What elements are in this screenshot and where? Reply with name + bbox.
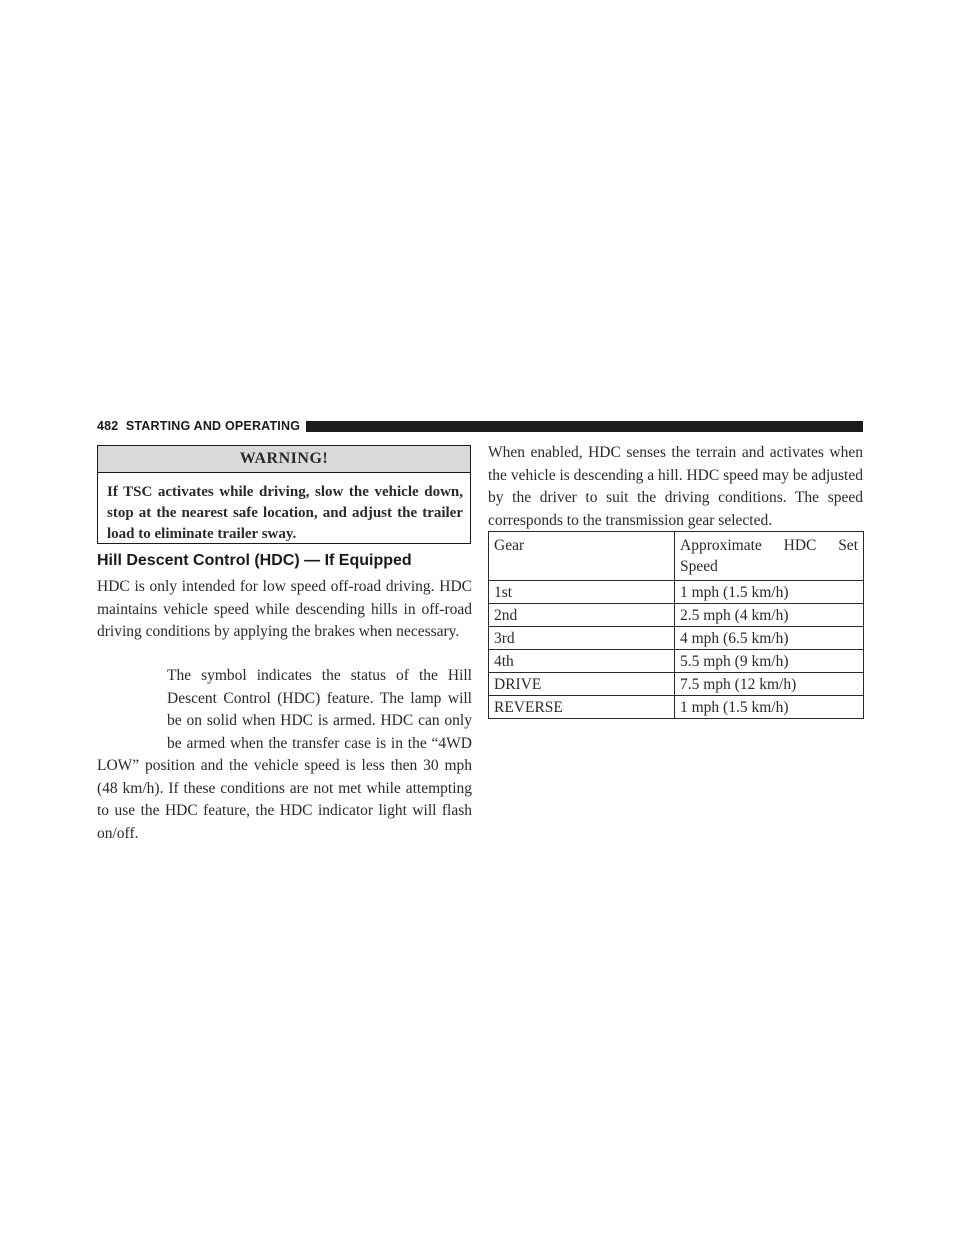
speed-cell: 5.5 mph (9 km/h)	[675, 650, 864, 673]
hdc-enabled-paragraph: When enabled, HDC senses the terrain and activates when the vehicle is descending a hill. HDC speed may be adjusted by the driver to suit the driving conditions. The speed corresponds to the transmission gear selected.	[488, 444, 863, 529]
page-number: 482	[97, 419, 119, 433]
section-title: STARTING AND OPERATING	[125, 419, 301, 433]
header-word: Speed	[680, 558, 718, 575]
speed-cell: 1 mph (1.5 km/h)	[675, 696, 864, 719]
header-rule	[306, 421, 863, 432]
table-header-row	[489, 532, 864, 581]
gear-cell: REVERSE	[489, 696, 675, 719]
section-heading: Hill Descent Control (HDC) — If Equipped	[97, 552, 412, 569]
gear-cell: 1st	[489, 581, 675, 604]
speed-cell: 4 mph (6.5 km/h)	[675, 627, 864, 650]
hdc-speed-table	[488, 531, 864, 719]
warning-box	[97, 445, 471, 544]
gear-cell: 4th	[489, 650, 675, 673]
hdc-intro-paragraph: HDC is only intended for low speed off-road driving. HDC maintains vehicle speed while descending hills in off-road driving conditions by applying the brakes when necessary.	[97, 578, 472, 640]
column-header-gear: Gear	[489, 532, 675, 581]
table-row	[489, 581, 864, 604]
speed-cell: 1 mph (1.5 km/h)	[675, 581, 864, 604]
table-row	[489, 650, 864, 673]
table-row	[489, 604, 864, 627]
header-label	[97, 419, 306, 433]
warning-title: WARNING!	[98, 446, 470, 473]
table-row	[489, 673, 864, 696]
gear-cell: DRIVE	[489, 673, 675, 696]
hdc-symbol-paragraph: The symbol indicates the status of the Hill Descent Control (HDC) feature. The lamp will be on solid when HDC is armed. HDC can only be armed when the transfer case is in the “4WD LOW” position and the vehicle speed is less then 30 mph (48 km/h). If these conditions are not met while attempting to use the HDC feature, the HDC indicator light will flash on/off.	[97, 667, 472, 842]
table-row	[489, 627, 864, 650]
speed-cell: 7.5 mph (12 km/h)	[675, 673, 864, 696]
gear-cell: 3rd	[489, 627, 675, 650]
speed-cell: 2.5 mph (4 km/h)	[675, 604, 864, 627]
header-word: HDC	[783, 537, 817, 554]
hdc-symbol-block	[97, 665, 472, 845]
table-row	[489, 696, 864, 719]
hdc-indicator-icon	[97, 665, 161, 753]
header-word: Set	[838, 537, 858, 554]
page-header	[97, 419, 863, 433]
header-word: Approximate	[680, 537, 762, 554]
warning-text: If TSC activates while driving, slow the vehicle down, stop at the nearest safe location, and adjust the trailer load to eliminate trailer sway.	[107, 484, 463, 542]
gear-cell: 2nd	[489, 604, 675, 627]
column-header-speed	[675, 532, 864, 581]
